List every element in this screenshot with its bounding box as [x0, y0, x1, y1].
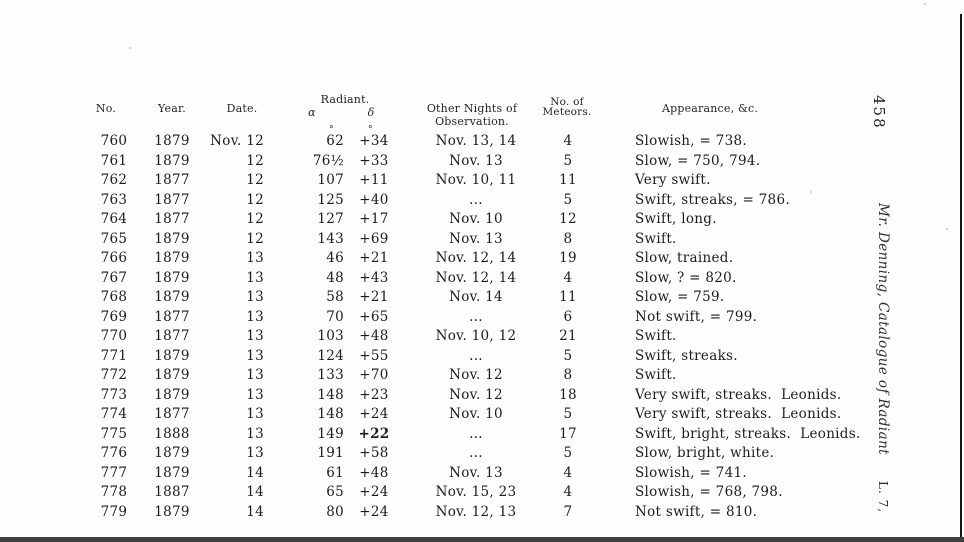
cell-year: 1879	[154, 347, 190, 364]
table-row	[0, 426, 964, 444]
cell-alpha: 61	[326, 464, 344, 481]
cell-appearance: Slowish, = 741.	[635, 464, 747, 481]
cell-date: 14	[246, 503, 264, 520]
cell-no: 760	[100, 133, 128, 149]
cell-alpha: 191	[317, 445, 344, 461]
cell-date: 13	[246, 425, 264, 442]
cell-delta: +23	[359, 386, 389, 403]
cell-appearance: Slow, trained.	[635, 250, 734, 266]
cell-year: 1879	[154, 133, 190, 149]
cell-appearance: Slow, = 759.	[635, 289, 725, 305]
cell-year: 1879	[154, 269, 190, 286]
column-header-delta: δ	[367, 106, 375, 119]
degree-mark-icon: °	[368, 125, 373, 135]
cell-date: 13	[246, 386, 264, 403]
cell-appearance: Not swift, = 799.	[635, 308, 758, 325]
cell-delta: +11	[359, 172, 389, 188]
cell-delta: +24	[359, 406, 389, 422]
cell-meteors: 5	[563, 445, 573, 461]
table-row	[0, 387, 964, 405]
cell-nights: Nov. 13	[449, 152, 503, 169]
cell-alpha: 65	[326, 484, 344, 500]
cell-nights: Nov. 13	[449, 230, 503, 247]
cell-appearance: Slow, ? = 820.	[635, 269, 737, 286]
cell-no: 773	[100, 386, 128, 403]
column-header-nights: Other Nights of Observation.	[426, 102, 518, 128]
cell-alpha: 107	[317, 172, 344, 188]
cell-no: 777	[100, 464, 128, 481]
cell-date: 12	[246, 230, 264, 247]
cell-year: 1887	[154, 484, 190, 500]
cell-nights: Nov. 14	[449, 289, 503, 305]
table-row	[0, 504, 964, 522]
table-row	[0, 250, 964, 268]
cell-appearance: Very swift, streaks. Leonids.	[635, 386, 842, 403]
cell-nights: Nov. 10	[449, 406, 503, 422]
cell-year: 1879	[154, 386, 190, 403]
cell-delta: +69	[359, 230, 389, 247]
table-row	[0, 328, 964, 346]
cell-alpha: 149	[317, 425, 344, 442]
column-header-radiant: Radiant.	[320, 93, 370, 106]
cell-appearance: Swift, streaks, = 786.	[635, 191, 790, 208]
running-title: Mr. Denning, Catalogue of Radiant	[875, 203, 891, 455]
table-row	[0, 348, 964, 366]
cell-meteors: 6	[563, 308, 573, 325]
cell-meteors: 5	[563, 191, 573, 208]
cell-alpha: 58	[326, 289, 344, 305]
cell-nights: Nov. 10	[449, 211, 503, 227]
cell-delta: +43	[359, 269, 389, 286]
cell-meteors: 8	[563, 230, 573, 247]
cell-date: 13	[246, 367, 264, 383]
cell-no: 767	[100, 269, 128, 286]
cell-nights: Nov. 10, 11	[435, 172, 517, 188]
cell-alpha: 127	[317, 211, 344, 227]
column-header-appearance: Appearance, &c.	[661, 102, 759, 115]
cell-delta: +40	[359, 191, 389, 208]
cell-alpha: 125	[317, 191, 344, 208]
cell-no: 771	[100, 347, 128, 364]
cell-nights: Nov. 10, 12	[435, 328, 517, 344]
cell-date: 14	[246, 484, 264, 500]
cell-meteors: 4	[563, 133, 573, 149]
table-row	[0, 289, 964, 307]
cell-date: Nov. 12	[210, 133, 264, 149]
cell-delta: +58	[359, 445, 389, 461]
cell-year: 1877	[154, 308, 190, 325]
column-header-no: No.	[95, 102, 117, 115]
cell-date: 13	[246, 328, 264, 344]
cell-appearance: Very swift.	[635, 172, 711, 188]
cell-nights: Nov. 12, 14	[435, 269, 517, 286]
cell-year: 1879	[154, 464, 190, 481]
cell-year: 1888	[154, 425, 190, 442]
table-row	[0, 445, 964, 463]
table-row	[0, 192, 964, 210]
cell-date: 12	[246, 152, 264, 169]
cell-meteors: 7	[563, 503, 573, 520]
cell-appearance: Not swift, = 810.	[635, 503, 758, 520]
cell-alpha: 46	[326, 250, 344, 266]
cell-appearance: Swift, streaks.	[635, 347, 738, 364]
cell-meteors: 5	[563, 406, 573, 422]
cell-delta: +24	[359, 484, 389, 500]
cell-appearance: Slow, bright, white.	[635, 445, 775, 461]
cell-date: 12	[246, 211, 264, 227]
cell-meteors: 4	[563, 269, 573, 286]
cell-date: 13	[246, 347, 264, 364]
cell-date: 13	[246, 250, 264, 266]
cell-delta: +70	[359, 367, 389, 383]
cell-no: 774	[100, 406, 128, 422]
cell-alpha: 76½	[312, 152, 344, 169]
printer-signature: L. 7,	[876, 481, 890, 514]
cell-nights: ...	[469, 425, 483, 442]
cell-date: 13	[246, 269, 264, 286]
cell-no: 775	[100, 425, 128, 442]
cell-meteors: 21	[559, 328, 577, 344]
cell-date: 12	[246, 191, 264, 208]
cell-alpha: 143	[317, 230, 344, 247]
cell-appearance: Swift, long.	[635, 211, 717, 227]
cell-meteors: 17	[559, 425, 577, 442]
table-row	[0, 309, 964, 327]
cell-date: 13	[246, 406, 264, 422]
cell-nights: ...	[469, 308, 483, 325]
cell-alpha: 80	[326, 503, 344, 520]
cell-no: 776	[100, 445, 128, 461]
cell-alpha: 62	[326, 133, 344, 149]
cell-nights: ...	[469, 445, 483, 461]
cell-delta: +55	[359, 347, 389, 364]
cell-date: 13	[246, 289, 264, 305]
cell-year: 1879	[154, 445, 190, 461]
cell-appearance: Swift.	[635, 230, 677, 247]
cell-delta: +24	[359, 503, 389, 520]
cell-meteors: 11	[559, 289, 577, 305]
cell-alpha: 148	[317, 406, 344, 422]
cell-no: 769	[100, 308, 128, 325]
column-header-alpha: α	[308, 106, 316, 119]
table-row	[0, 270, 964, 288]
cell-alpha: 103	[317, 328, 344, 344]
cell-year: 1877	[154, 211, 190, 227]
cell-meteors: 8	[563, 367, 573, 383]
cell-nights: Nov. 13, 14	[435, 133, 517, 149]
cell-alpha: 70	[326, 308, 344, 325]
cell-nights: Nov. 12	[449, 386, 503, 403]
cell-no: 764	[100, 211, 128, 227]
cell-year: 1879	[154, 503, 190, 520]
cell-year: 1877	[154, 191, 190, 208]
cell-meteors: 4	[563, 464, 573, 481]
cell-no: 778	[100, 484, 128, 500]
cell-appearance: Slow, = 750, 794.	[635, 152, 761, 169]
cell-no: 779	[100, 503, 128, 520]
cell-date: 14	[246, 464, 264, 481]
cell-delta: +65	[359, 308, 389, 325]
cell-appearance: Very swift, streaks. Leonids.	[635, 406, 842, 422]
table-row	[0, 125, 964, 151]
cell-appearance: Slowish, = 738.	[635, 133, 747, 149]
cell-no: 762	[100, 172, 128, 188]
cell-no: 765	[100, 230, 128, 247]
page-number: 458	[870, 95, 888, 130]
table-row	[0, 231, 964, 249]
cell-date: 13	[246, 308, 264, 325]
table-row	[0, 211, 964, 229]
cell-alpha: 48	[326, 269, 344, 286]
cell-year: 1879	[154, 152, 190, 169]
cell-year: 1879	[154, 367, 190, 383]
cell-meteors: 11	[559, 172, 577, 188]
cell-delta: +21	[359, 289, 389, 305]
cell-delta: +17	[359, 211, 389, 227]
cell-nights: Nov. 15, 23	[435, 484, 517, 500]
cell-alpha: 124	[317, 347, 344, 364]
cell-date: 13	[246, 445, 264, 461]
column-header-year: Year.	[158, 102, 186, 115]
cell-alpha: 133	[317, 367, 344, 383]
cell-meteors: 4	[563, 484, 573, 500]
cell-no: 768	[100, 289, 128, 305]
column-header-meteors-2: Meteors.	[542, 106, 592, 118]
cell-meteors: 12	[559, 211, 577, 227]
cell-year: 1877	[154, 172, 190, 188]
cell-delta: +34	[359, 133, 389, 149]
cell-meteors: 18	[559, 386, 577, 403]
cell-year: 1877	[154, 328, 190, 344]
table-row	[0, 153, 964, 171]
cell-appearance: Swift.	[635, 328, 677, 344]
cell-no: 761	[100, 152, 128, 169]
cell-no: 772	[100, 367, 128, 383]
cell-nights: ...	[469, 347, 483, 364]
cell-meteors: 19	[559, 250, 577, 266]
cell-date: 12	[246, 172, 264, 188]
cell-delta: +33	[359, 152, 389, 169]
cell-nights: Nov. 12, 14	[435, 250, 517, 266]
cell-delta: +48	[359, 464, 389, 481]
cell-year: 1879	[154, 250, 190, 266]
cell-year: 1877	[154, 406, 190, 422]
cell-appearance: Swift.	[635, 367, 677, 383]
cell-meteors: 5	[563, 152, 573, 169]
cell-meteors: 5	[563, 347, 573, 364]
cell-appearance: Slowish, = 768, 798.	[635, 484, 783, 500]
cell-delta: +48	[359, 328, 389, 344]
cell-nights: ...	[469, 191, 483, 208]
table-row	[0, 406, 964, 424]
cell-no: 766	[100, 250, 128, 266]
table-row	[0, 465, 964, 483]
cell-year: 1879	[154, 230, 190, 247]
cell-delta: +22	[358, 425, 390, 442]
cell-nights: Nov. 12	[449, 367, 503, 383]
table-row	[0, 172, 964, 190]
cell-nights: Nov. 12, 13	[435, 503, 517, 520]
degree-mark-icon: °	[329, 125, 334, 135]
table-row	[0, 484, 964, 502]
cell-delta: +21	[359, 250, 389, 266]
cell-year: 1879	[154, 289, 190, 305]
cell-no: 763	[100, 191, 128, 208]
column-header-meteors-1: No. of	[550, 96, 584, 108]
cell-appearance: Swift, bright, streaks. Leonids.	[635, 425, 861, 442]
table-row	[0, 367, 964, 385]
cell-no: 770	[100, 328, 128, 344]
column-header-date: Date.	[226, 102, 258, 115]
cell-nights: Nov. 13	[449, 464, 503, 481]
cell-alpha: 148	[317, 386, 344, 403]
